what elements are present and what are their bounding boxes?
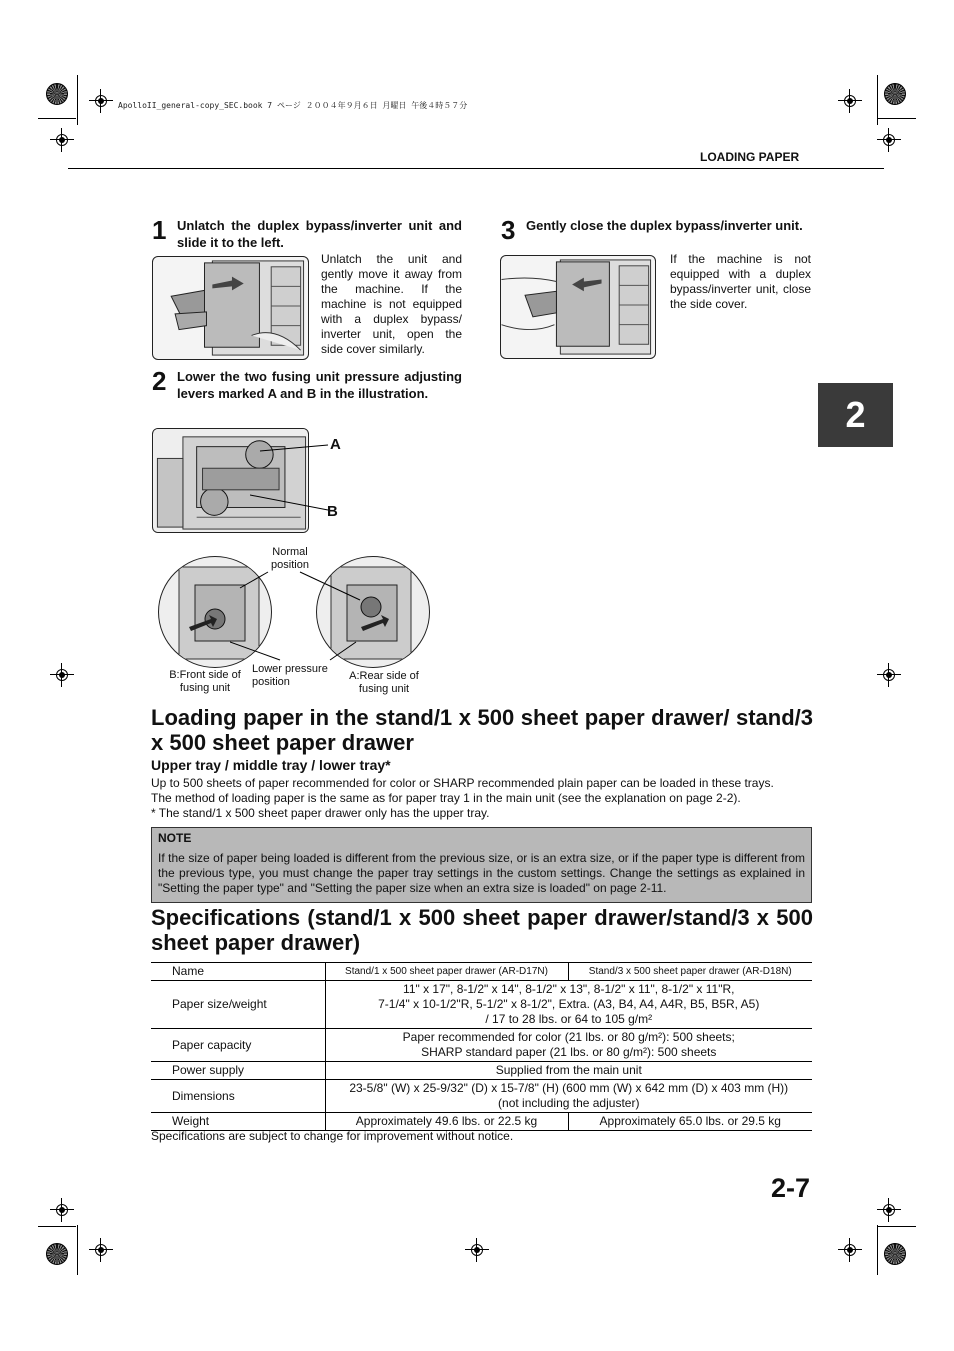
note-box — [151, 827, 812, 903]
section-heading: Specifications (stand/1 x 500 sheet paper drawer/stand/3 x 500 sheet paper drawer) — [151, 905, 813, 955]
step-number: 3 — [501, 215, 516, 245]
trim-line — [77, 1225, 78, 1275]
trim-line — [77, 75, 78, 125]
spec-value — [325, 981, 812, 1029]
spec-line: / 17 to 28 lbs. or 64 to 105 g/m² — [485, 1012, 653, 1026]
crosshair-icon — [50, 1198, 74, 1222]
table-row — [151, 963, 812, 981]
spec-line: Paper recommended for color (21 lbs. or 80 g/m²): 500 sheets; — [402, 1030, 735, 1044]
step-body: If the machine is not equipped with a duplex bypass/inverter unit, close the side cover. — [670, 252, 811, 311]
rear-side-label: A:Rear side of fusing unit — [349, 670, 419, 695]
crosshair-icon — [50, 128, 74, 152]
trim-line — [878, 1226, 916, 1227]
step-number: 2 — [152, 366, 167, 396]
crosshair-icon — [838, 1238, 862, 1262]
callout-a: A — [330, 436, 341, 453]
section-heading: Loading paper in the stand/1 x 500 sheet paper drawer/ stand/3 x 500 sheet paper drawer — [151, 705, 813, 755]
note-title: NOTE — [158, 831, 192, 845]
registration-dial-icon — [884, 83, 906, 105]
spec-col-header: Stand/1 x 500 sheet paper drawer (AR-D17N) — [325, 963, 568, 981]
step-body: Unlatch the unit and gently move it away from the machine. If the machine is not equipped with a duplex bypass/ inverter unit, open the side cover similarly. — [321, 252, 462, 356]
spec-label: Name — [151, 963, 325, 981]
crosshair-icon — [877, 1198, 901, 1222]
crosshair-icon — [838, 89, 862, 113]
table-row — [151, 1029, 812, 1062]
section-subheading: Upper tray / middle tray / lower tray* — [151, 757, 391, 773]
trim-line — [878, 118, 916, 119]
crosshair-icon — [50, 663, 74, 687]
callout-b: B — [327, 503, 338, 520]
table-row — [151, 1080, 812, 1113]
paragraph: The method of loading paper is the same as for paper tray 1 in the main unit (see the explanation on page 2-2). — [151, 791, 741, 805]
spec-label: Paper capacity — [151, 1029, 325, 1062]
position-leader-lines — [230, 560, 370, 670]
step1-illustration — [152, 256, 309, 360]
trim-line — [38, 118, 76, 119]
spec-line: SHARP standard paper (21 lbs. or 80 g/m²): 500 sheets — [421, 1045, 717, 1059]
chapter-tab: 2 — [818, 383, 893, 447]
crosshair-icon — [465, 1238, 489, 1262]
spec-line: 7-1/4" x 10-1/2"R, 5-1/2" x 8-1/2", Extra. (A3, B4, A4, A4R, B5, B5R, A5) — [378, 997, 760, 1011]
registration-dial-icon — [46, 1243, 68, 1265]
page-number: 2-7 — [771, 1173, 811, 1203]
footnote: * The stand/1 x 500 sheet paper drawer only has the upper tray. — [151, 806, 490, 820]
callout-leader-lines — [250, 440, 330, 520]
book-meta: ApolloII_general-copy_SEC.book 7 ページ ２００４年９月６日 月曜日 午後４時５７分 — [118, 101, 468, 110]
crosshair-icon — [89, 1238, 113, 1262]
spec-line: 11" x 17", 8-1/2" x 14", 8-1/2" x 13", 8-1/2" x 11", 8-1/2" x 11"R, — [403, 982, 735, 996]
spec-value: Approximately 49.6 lbs. or 22.5 kg — [325, 1113, 568, 1131]
spec-value: Supplied from the main unit — [325, 1062, 812, 1080]
trim-line — [877, 1225, 878, 1275]
step-title: Gently close the duplex bypass/inverter unit. — [526, 218, 803, 233]
front-side-label: B:Front side of fusing unit — [169, 669, 241, 694]
header-rule — [68, 168, 884, 169]
spec-value — [325, 1080, 812, 1113]
spec-col-header: Stand/3 x 500 sheet paper drawer (AR-D18N) — [568, 963, 812, 981]
registration-dial-icon — [884, 1243, 906, 1265]
table-row — [151, 1062, 812, 1080]
spec-footnote: Specifications are subject to change for improvement without notice. — [151, 1129, 514, 1143]
paragraph: Up to 500 sheets of paper recommended for color or SHARP recommended plain paper can be loaded in these trays. — [151, 776, 774, 790]
table-row — [151, 1113, 812, 1131]
trim-line — [38, 1226, 76, 1227]
step-title: Unlatch the duplex bypass/inverter unit and slide it to the left. — [177, 218, 462, 250]
normal-position-label: Normal position — [271, 546, 309, 571]
step-number: 1 — [152, 215, 167, 245]
spec-line: 23-5/8" (W) x 25-9/32" (D) x 15-7/8" (H) (600 mm (W) x 642 mm (D) x 403 mm (H)) — [349, 1081, 789, 1095]
step3-illustration — [500, 255, 656, 359]
crosshair-icon — [877, 128, 901, 152]
spec-table — [151, 962, 812, 1131]
page-header-title: LOADING PAPER — [700, 150, 800, 164]
crosshair-icon — [877, 663, 901, 687]
spec-label: Dimensions — [151, 1080, 325, 1113]
spec-value — [325, 1029, 812, 1062]
note-body: If the size of paper being loaded is different from the previous size, or is an extra size, or if the paper type is different from the previous type, you must change the paper tray settings in the custom settings. Change the settings as explained in "Setting the paper type" and "Setting the paper size when an extra size is loaded" on page 2-11. — [158, 851, 805, 895]
spec-label: Paper size/weight — [151, 981, 325, 1029]
spec-line: (not including the adjuster) — [498, 1096, 640, 1110]
step-title: Lower the two fusing unit pressure adjusting levers marked A and B in the illustration. — [177, 369, 462, 401]
spec-label: Weight — [151, 1113, 325, 1131]
spec-value: Approximately 65.0 lbs. or 29.5 kg — [568, 1113, 812, 1131]
registration-dial-icon — [46, 83, 68, 105]
spec-label: Power supply — [151, 1062, 325, 1080]
crosshair-icon — [89, 89, 113, 113]
lower-pressure-label: Lower pressure position — [252, 663, 328, 688]
table-row — [151, 981, 812, 1029]
